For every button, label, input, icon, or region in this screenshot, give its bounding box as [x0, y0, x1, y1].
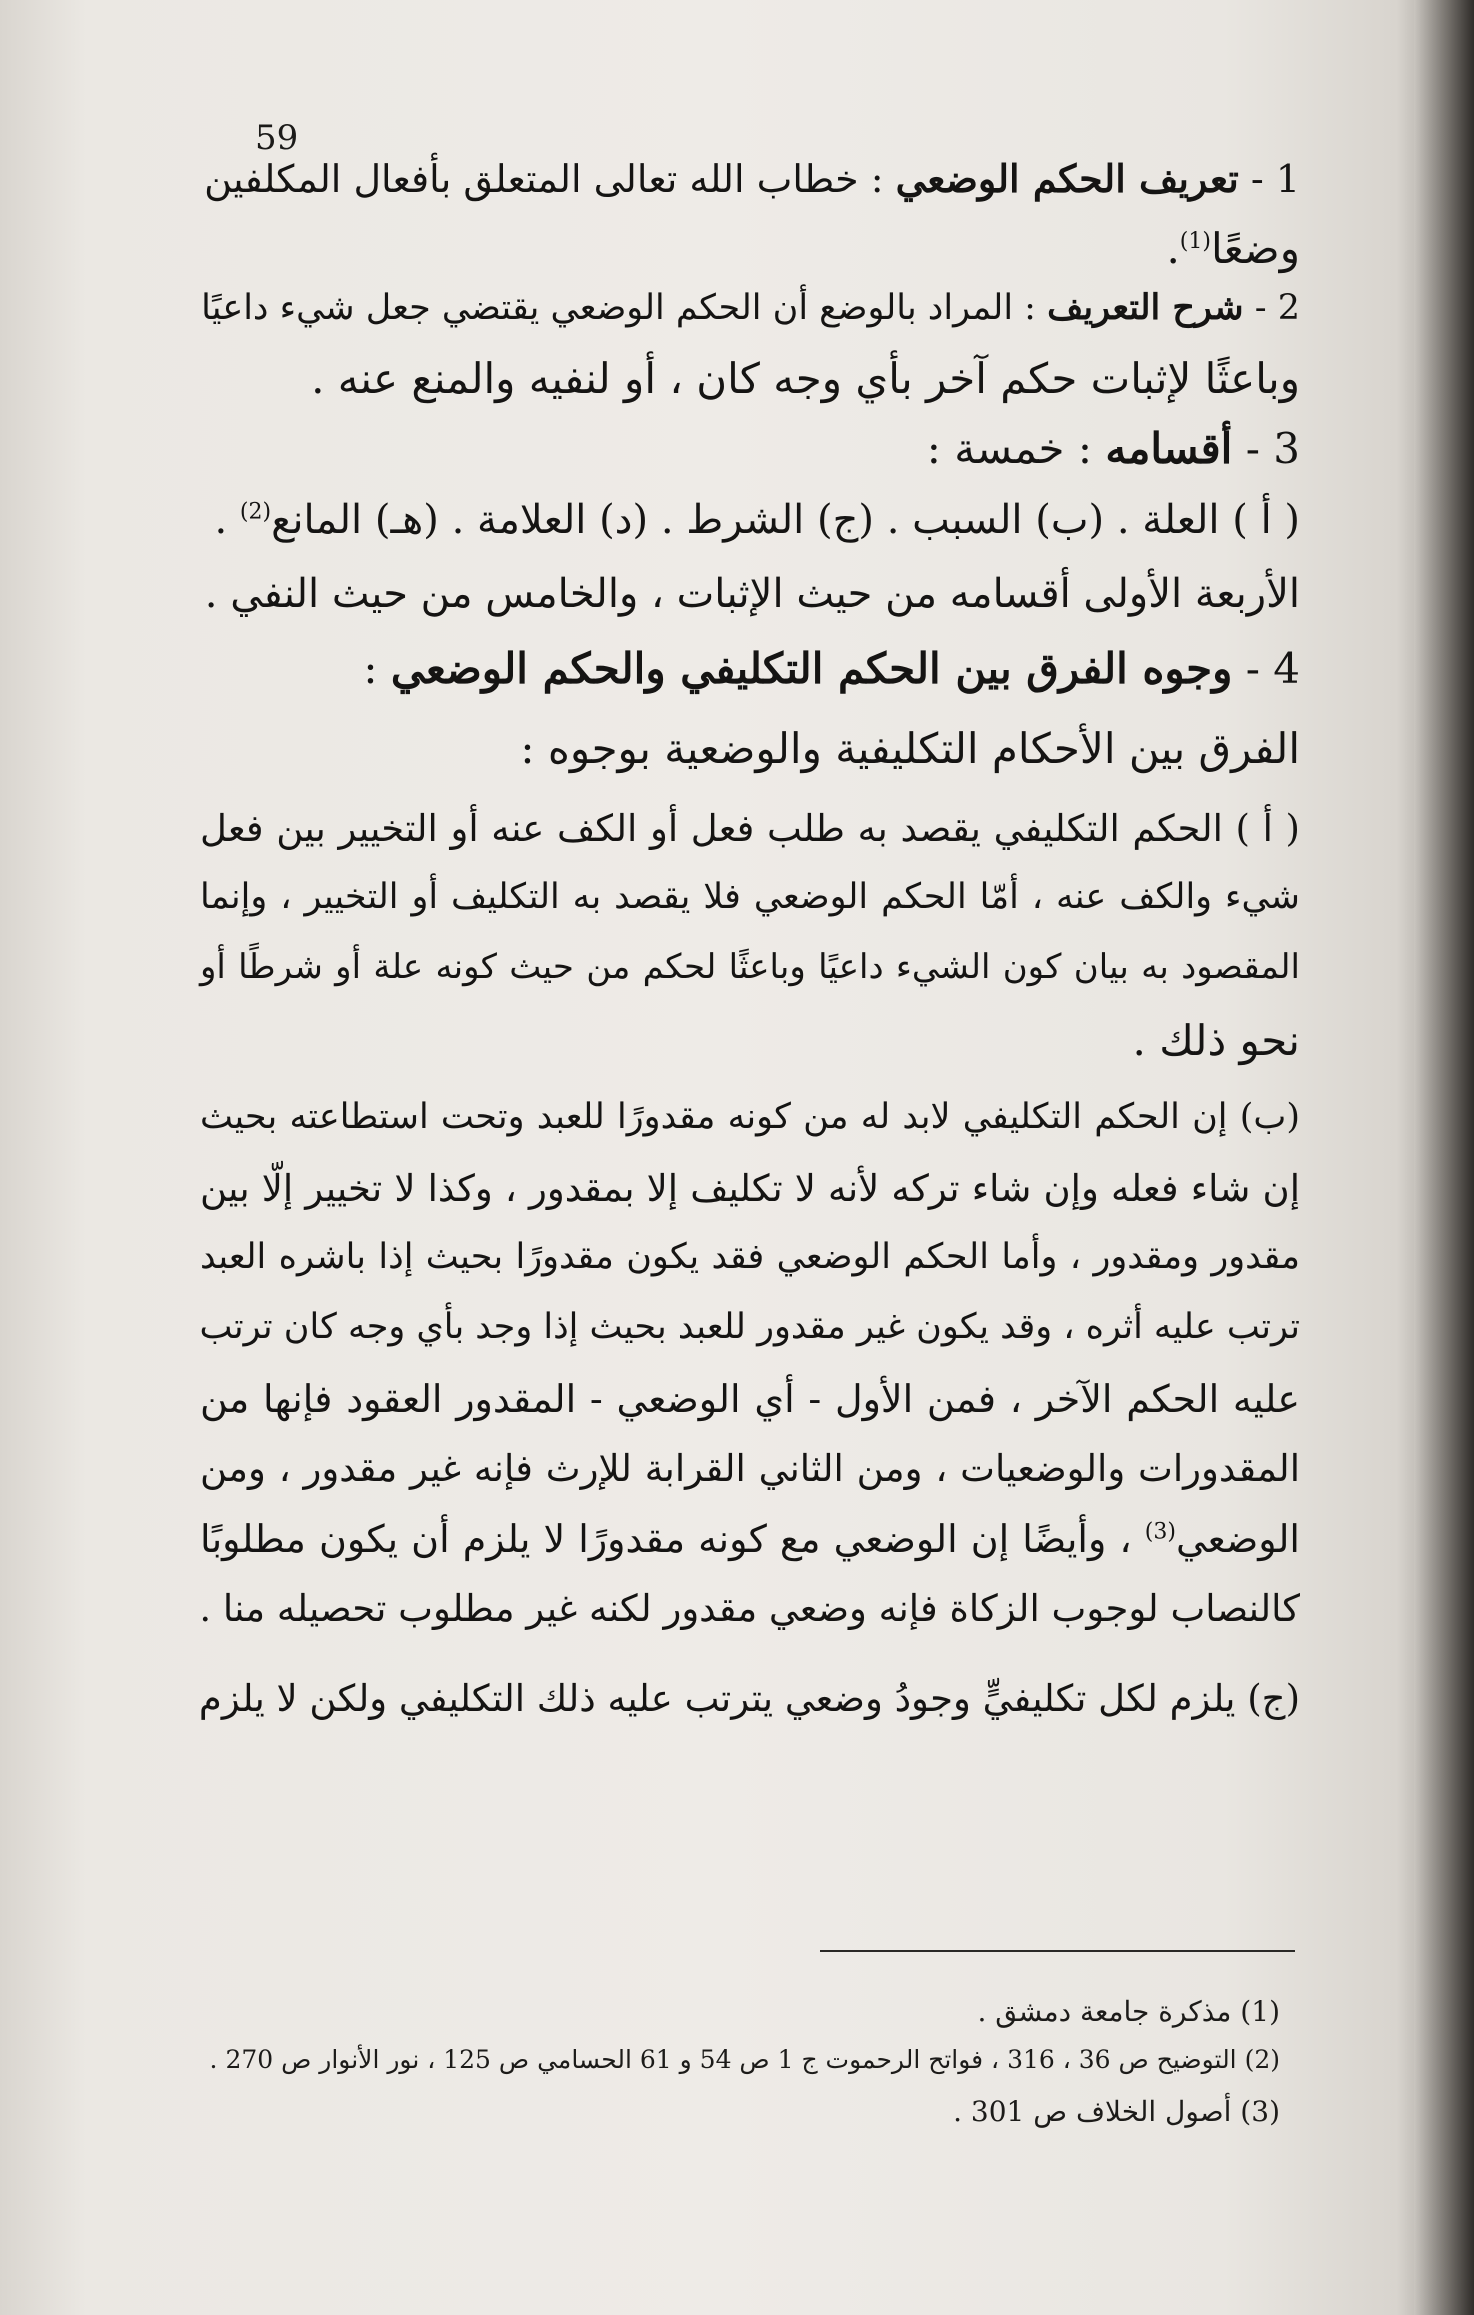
- section-text: :: [363, 644, 391, 693]
- section-3-list: [200, 497, 1300, 543]
- para-text: ، وأيضًا إن الوضعي مع كونه مقدورًا لا يلزم أن يكون مطلوبًا: [200, 1517, 1145, 1561]
- para-b-line: (ب) إن الحكم التكليفي لابد له من كونه مقدورًا للعبد وتحت استطاعته بحيث: [200, 1097, 1300, 1137]
- punctuation: .: [1166, 224, 1180, 273]
- para-b-line: عليه الحكم الآخر ، فمن الأول - أي الوضعي - المقدور العقود فإنها من: [200, 1377, 1300, 1421]
- section-1-heading: [200, 156, 1300, 201]
- section-3-heading: [200, 424, 1300, 473]
- section-number: 2 -: [1243, 288, 1300, 328]
- footnote-ref: (2): [239, 499, 272, 525]
- section-4-heading: [200, 644, 1300, 693]
- section-2-heading: [200, 287, 1300, 328]
- punctuation: .: [214, 497, 240, 543]
- footnote-3: (3) أصول الخلاف ص 301 .: [953, 2095, 1280, 2128]
- para-a-line: ( أ ) الحكم التكليفي يقصد به طلب فعل أو الكف عنه أو التخيير بين فعل: [200, 807, 1300, 850]
- footnote-ref: (3): [1144, 1519, 1176, 1545]
- section-text: : خطاب الله تعالى المتعلق بأفعال المكلفين: [204, 157, 896, 201]
- section-number: 3 -: [1232, 424, 1300, 473]
- footnote-divider: [820, 1950, 1295, 1952]
- section-title: تعريف الحكم الوضعي: [895, 156, 1239, 201]
- para-a-line: نحو ذلك .: [1132, 1016, 1300, 1065]
- section-3-note: الأربعة الأولى أقسامه من حيث الإثبات ، والخامس من حيث النفي .: [204, 571, 1300, 617]
- section-title: وجوه الفرق بين الحكم التكليفي والحكم الوضعي: [390, 644, 1233, 693]
- para-b-line: مقدور ومقدور ، وأما الحكم الوضعي فقد يكون مقدورًا بحيث إذا باشره العبد: [200, 1237, 1300, 1277]
- section-4-intro: الفرق بين الأحكام التكليفية والوضعية بوجوه :: [520, 724, 1300, 773]
- para-text: الوضعي: [1175, 1517, 1300, 1561]
- para-b-line: ترتب عليه أثره ، وقد يكون غير مقدور للعبد بحيث إذا وجد بأي وجه كان ترتب: [199, 1307, 1300, 1347]
- section-text: ( أ ) العلة . (ب) السبب . (ج) الشرط . (د) العلامة . (هـ) المانع: [271, 497, 1300, 543]
- para-a-line: المقصود به بيان كون الشيء داعيًا وباعثًا لحكم من حيث كونه علة أو شرطًا أو: [200, 947, 1300, 987]
- footnote-ref: (1): [1179, 229, 1211, 254]
- section-title: شرح التعريف: [1047, 287, 1244, 328]
- section-text: : خمسة :: [926, 424, 1106, 473]
- para-b-line: كالنصاب لوجوب الزكاة فإنه وضعي مقدور لكنه غير مطلوب تحصيله منا .: [199, 1587, 1300, 1630]
- para-c-line: (ج) يلزم لكل تكليفيٍّ وجودُ وضعي يترتب عليه ذلك التكليفي ولكن لا يلزم: [198, 1677, 1300, 1720]
- section-title: أقسامه: [1105, 424, 1233, 473]
- para-b-line-with-ref: [200, 1517, 1300, 1561]
- para-b-line: إن شاء فعله وإن شاء تركه لأنه لا تكليف إلا بمقدور ، وكذا لا تخيير إلّا بين: [200, 1167, 1300, 1210]
- page-number: 59: [255, 118, 299, 158]
- section-2-continuation: وباعثًا لإثبات حكم آخر بأي وجه كان ، أو لنفيه والمنع عنه .: [311, 354, 1300, 403]
- section-text: : المراد بالوضع أن الحكم الوضعي يقتضي جعل شيء داعيًا: [201, 288, 1048, 328]
- para-b-line: المقدورات والوضعيات ، ومن الثاني القرابة للإرث فإنه غير مقدور ، ومن: [200, 1447, 1300, 1490]
- section-number: 1 -: [1238, 157, 1300, 201]
- footnote-2: (2) التوضيح ص 36 ، 316 ، فواتح الرحموت ج 1 ص 54 و 61 الحسامي ص 125 ، نور الأنوار ص 270 .: [209, 2045, 1280, 2074]
- section-number: 4 -: [1232, 644, 1300, 693]
- para-a-line: شيء والكف عنه ، أمّا الحكم الوضعي فلا يقصد به التكليف أو التخيير ، وإنما: [200, 877, 1300, 917]
- section-1-continuation: [200, 224, 1300, 273]
- section-text: وضعًا: [1210, 224, 1300, 273]
- book-spine-shadow: [1414, 0, 1474, 2315]
- footnote-1: (1) مذكرة جامعة دمشق .: [977, 1995, 1280, 2028]
